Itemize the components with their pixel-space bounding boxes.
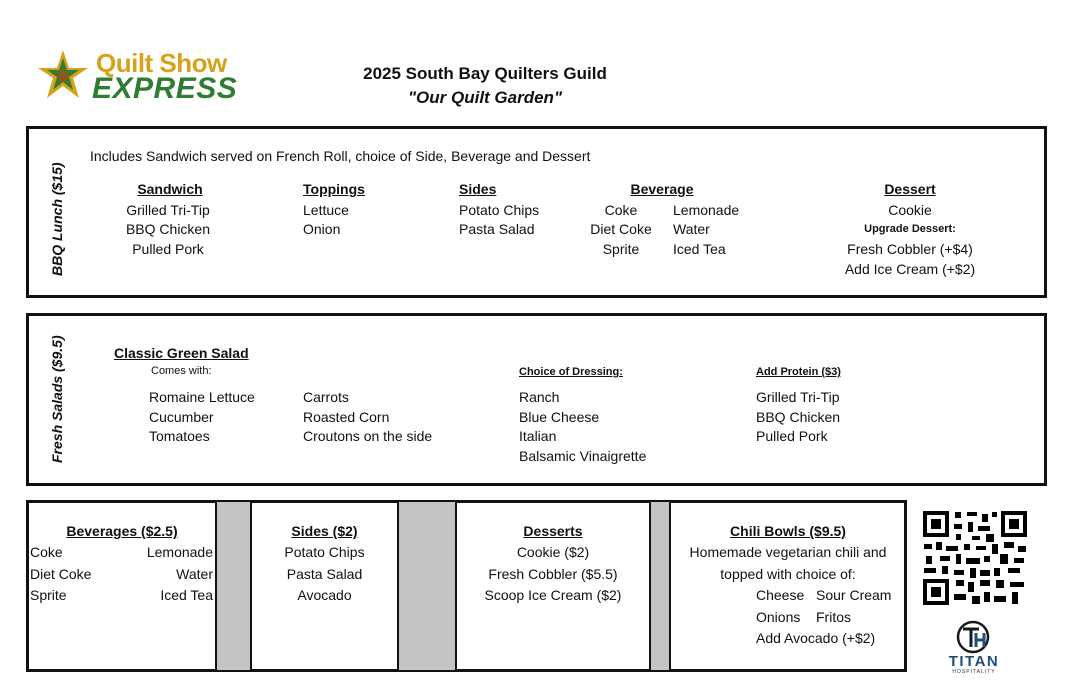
beverage-heading: Beverage xyxy=(630,181,694,197)
chili-topping: Cheese xyxy=(756,587,805,603)
beverage-option: Coke xyxy=(30,544,63,560)
brand-name: TITAN xyxy=(948,653,1000,670)
sides-price-heading: Sides ($2) xyxy=(291,523,358,539)
protein-option: Pulled Pork xyxy=(756,428,828,444)
sides-item: Pasta Salad xyxy=(459,221,535,237)
logo-line1: Quilt Show xyxy=(96,48,227,78)
protein-label: Add Protein ($3) xyxy=(756,366,841,378)
dressing-option: Balsamic Vinaigrette xyxy=(519,448,647,464)
column-divider xyxy=(215,502,252,670)
chili-topping: Sour Cream xyxy=(816,587,892,603)
page-title: 2025 South Bay Quilters Guild xyxy=(363,64,607,83)
titan-monogram-icon xyxy=(955,620,991,654)
sandwich-item: Grilled Tri-Tip xyxy=(126,202,210,218)
dessert-upgrade: Fresh Cobbler (+$4) xyxy=(847,241,973,257)
side-option: Avocado xyxy=(297,587,352,603)
protein-option: Grilled Tri-Tip xyxy=(756,389,840,405)
beverage-item: Water xyxy=(673,221,710,237)
page-subtitle: "Our Quilt Garden" xyxy=(407,88,563,107)
salad-ingredient: Cucumber xyxy=(149,409,214,425)
column-divider xyxy=(649,502,671,670)
chili-description: topped with choice of: xyxy=(720,566,856,582)
beverage-item: Lemonade xyxy=(673,202,740,218)
dressing-option: Blue Cheese xyxy=(519,409,600,425)
dressing-label: Choice of Dressing: xyxy=(519,366,623,378)
sandwich-item: Pulled Pork xyxy=(132,241,204,257)
beverage-option: Lemonade xyxy=(146,544,213,560)
quilt-show-express-logo xyxy=(34,46,238,106)
beverage-option: Sprite xyxy=(30,587,67,603)
column-divider xyxy=(397,502,457,670)
desserts-heading: Desserts xyxy=(523,523,583,539)
salad-name: Classic Green Salad xyxy=(114,345,249,361)
beverage-item: Sprite xyxy=(602,241,640,257)
toppings-heading: Toppings xyxy=(303,181,365,197)
chili-heading: Chili Bowls ($9.5) xyxy=(730,523,846,539)
salad-ingredient: Romaine Lettuce xyxy=(149,389,255,405)
chili-topping: Add Avocado (+$2) xyxy=(756,630,876,646)
toppings-item: Lettuce xyxy=(303,202,349,218)
beverage-item: Coke xyxy=(604,202,638,218)
salads-section-label: Fresh Salads ($9.5) xyxy=(49,335,65,463)
bbq-section-label: BBQ Lunch ($15) xyxy=(49,162,65,276)
toppings-item: Onion xyxy=(303,221,341,237)
side-option: Pasta Salad xyxy=(286,566,363,582)
chili-topping: Fritos xyxy=(816,609,851,625)
salad-ingredient: Croutons on the side xyxy=(303,428,433,444)
sides-item: Potato Chips xyxy=(459,202,540,218)
dessert-item: Cookie xyxy=(888,202,932,218)
quilt-star-icon xyxy=(34,48,92,104)
qr-code-icon xyxy=(922,510,1028,606)
bbq-intro: Includes Sandwich served on French Roll, choice of Side, Beverage and Dessert xyxy=(90,148,591,164)
beverage-option: Water xyxy=(176,566,213,582)
dressing-option: Ranch xyxy=(519,389,560,405)
dressing-option: Italian xyxy=(519,428,557,444)
salad-ingredient: Carrots xyxy=(303,389,349,405)
dessert-upgrade: Add Ice Cream (+$2) xyxy=(844,261,976,277)
logo-line2: EXPRESS xyxy=(92,72,238,105)
beverages-heading: Beverages ($2.5) xyxy=(66,523,178,539)
chili-description: Homemade vegetarian chili and xyxy=(689,544,887,560)
beverage-option: Iced Tea xyxy=(160,587,213,603)
sandwich-heading: Sandwich xyxy=(137,181,203,197)
sides-heading: Sides xyxy=(459,181,497,197)
salad-ingredient: Roasted Corn xyxy=(303,409,390,425)
dessert-option: Scoop Ice Cream ($2) xyxy=(484,587,622,603)
side-option: Potato Chips xyxy=(284,544,365,560)
beverage-item: Diet Coke xyxy=(590,221,652,237)
dessert-option: Cookie ($2) xyxy=(516,544,590,560)
brand-tagline: HOSPITALITY xyxy=(952,669,996,675)
dessert-heading: Dessert xyxy=(884,181,936,197)
protein-option: BBQ Chicken xyxy=(756,409,841,425)
dessert-option: Fresh Cobbler ($5.5) xyxy=(488,566,618,582)
beverage-item: Iced Tea xyxy=(673,241,726,257)
sandwich-item: BBQ Chicken xyxy=(125,221,211,237)
comes-with-label: Comes with: xyxy=(151,365,212,377)
upgrade-dessert-label: Upgrade Dessert: xyxy=(864,223,956,235)
chili-topping: Onions xyxy=(756,609,801,625)
salad-ingredient: Tomatoes xyxy=(149,428,210,444)
beverage-option: Diet Coke xyxy=(30,566,92,582)
